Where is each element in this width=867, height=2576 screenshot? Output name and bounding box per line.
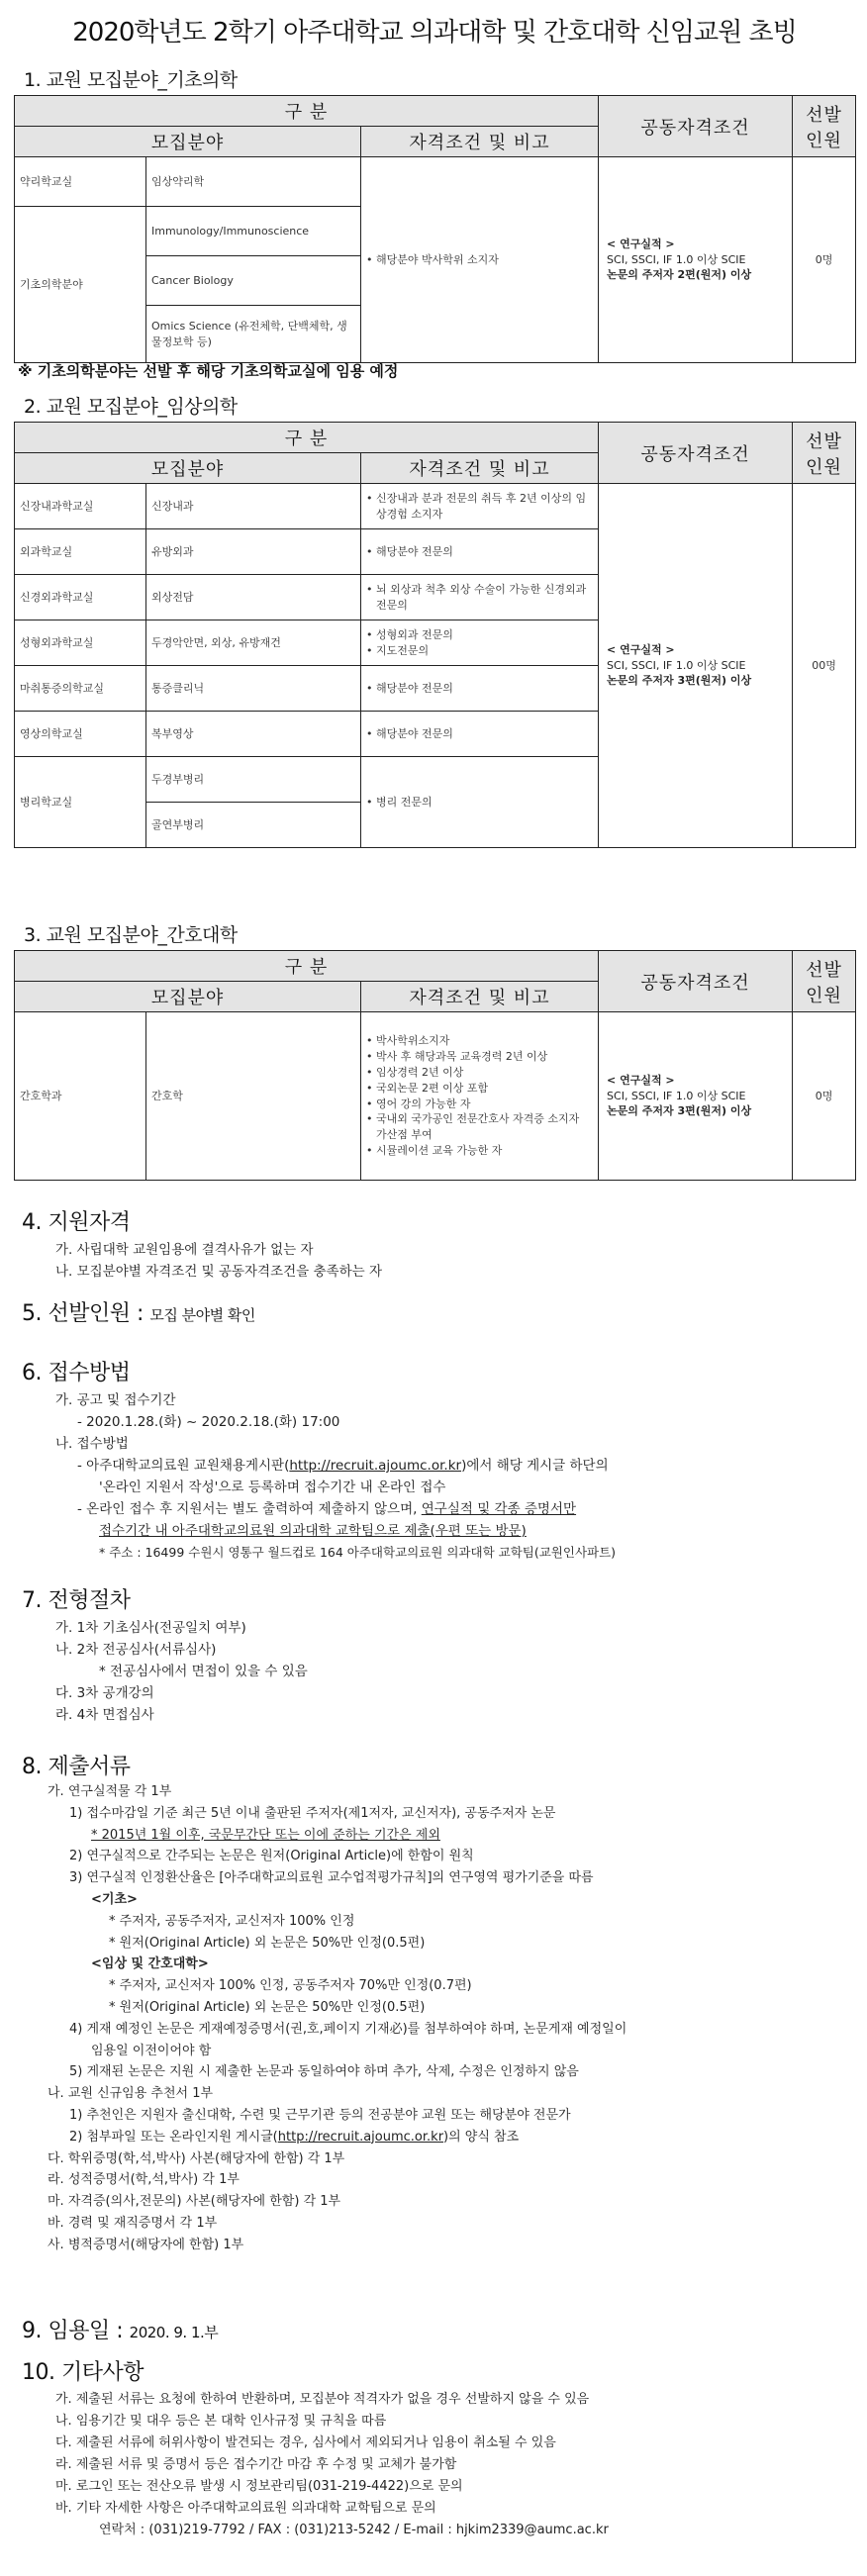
list-item: * 주저자, 교신저자 100% 인정, 공동주저자 70%만 인정(0.7편) xyxy=(109,1978,472,1994)
common-line-bold: 논문의 주저자 2편(원저) 이상 xyxy=(607,268,752,282)
list-item: 다. 3차 공개강의 xyxy=(55,1685,154,1701)
field-cell: 간호학 xyxy=(146,1012,361,1181)
common-line-bold: 논문의 주저자 3편(원저) 이상 xyxy=(607,1104,752,1118)
qual-text: • 임상경력 2년 이상 xyxy=(366,1065,593,1081)
list-item: 가. 제출된 서류는 요청에 한하여 반환하며, 모집분야 적격자가 없을 경우 선발하지 않을 수 있음 xyxy=(55,2392,590,2407)
list-item: 바. 기타 자세한 사항은 아주대학교의료원 의과대학 교학팀으로 문의 xyxy=(55,2501,436,2516)
qual-text: • 해당분야 전문의 xyxy=(366,544,593,560)
dept-cell: 신장내과학교실 xyxy=(15,484,146,529)
th-common: 공동자격조건 xyxy=(599,423,793,484)
dept-cell: 신경외과학교실 xyxy=(15,575,146,620)
text: 2) 첨부파일 또는 온라인지원 게시글( xyxy=(69,2129,278,2145)
list-item: * 주소 : 16499 수원시 영통구 월드컵로 164 아주대학교의료원 의과대학 교학팀(교원인사파트) xyxy=(99,1545,617,1560)
list-item: 가. 공고 및 접수기간 xyxy=(55,1392,176,1408)
qual-cell xyxy=(361,620,599,666)
qual-text: • 해당분야 전문의 xyxy=(366,681,593,697)
field-cell: 두경악안면, 외상, 유방재건 xyxy=(146,620,361,666)
list-item: 가. 연구실적물 각 1부 xyxy=(48,1784,172,1799)
list-item: 라. 4차 면접심사 xyxy=(55,1707,154,1723)
common-line: SCI, SSCI, IF 1.0 이상 SCIE xyxy=(607,252,746,266)
field-cell: Cancer Biology xyxy=(146,256,361,306)
section-4-body xyxy=(55,1239,382,1283)
qual-text: • 박사학위소지자 xyxy=(366,1033,593,1049)
list-item: '온라인 지원서 작성'으로 등록하며 접수기간 내 온라인 접수 xyxy=(99,1479,446,1495)
common-line: SCI, SSCI, IF 1.0 이상 SCIE xyxy=(607,1089,746,1102)
section-1-note: ※ 기초의학분야는 선발 후 해당 기초의학교실에 임용 예정 xyxy=(18,362,399,380)
qual-cell xyxy=(361,666,599,712)
recruit-link[interactable]: http://recruit.ajoumc.or.kr xyxy=(289,1458,462,1474)
list-item: 5) 게재된 논문은 지원 시 제출한 논문과 동일하여야 하며 추가, 삭제, 수정은 인정하지 않음 xyxy=(69,2064,579,2080)
th-group: 구 분 xyxy=(15,96,599,127)
list-item: <임상 및 간호대학> xyxy=(91,1956,209,1972)
dept-cell: 성형외과학교실 xyxy=(15,620,146,666)
list-item: 임용일 이전이어야 함 xyxy=(91,2043,212,2058)
list-item: * 주저자, 공동주저자, 교신저자 100% 인정 xyxy=(109,1913,355,1929)
list-item: * 2015년 1월 이후, 국문무간단 또는 이에 준하는 기간은 제외 xyxy=(91,1827,440,1843)
section-6-heading: 6. 접수방법 xyxy=(22,1361,131,1385)
list-item xyxy=(55,1455,616,1477)
page-title: 2020학년도 2학기 아주대학교 의과대학 및 간호대학 신임교원 초빙 xyxy=(72,18,797,48)
section-1-heading: 1. 교원 모집분야_기초의학 xyxy=(24,69,238,91)
th-field: 모집분야 xyxy=(15,127,361,157)
field-cell: 통증클리닉 xyxy=(146,666,361,712)
section-7-body xyxy=(55,1617,308,1726)
section-3-heading: 3. 교원 모집분야_간호대학 xyxy=(24,924,238,946)
clinical-medicine-table xyxy=(14,422,856,848)
text: - 아주대학교의료원 교원채용게시판( xyxy=(77,1458,290,1474)
recruit-link[interactable]: http://recruit.ajoumc.or.kr xyxy=(277,2129,444,2145)
list-item: 가. 사립대학 교원임용에 결격사유가 없는 자 xyxy=(55,1242,314,1258)
qual-text: • 시뮬레이션 교육 가능한 자 xyxy=(366,1143,593,1159)
dept-cell: 기초의학분야 xyxy=(15,207,146,363)
qual-text: • 병리 전문의 xyxy=(366,795,593,811)
list-item: 3) 연구실적 인정환산율은 [아주대학교의료원 교수업적평가규칙]의 연구영역 평가기준을 따름 xyxy=(69,1870,594,1886)
th-qual: 자격조건 및 비고 xyxy=(361,453,599,484)
section-2-heading: 2. 교원 모집분야_임상의학 xyxy=(24,396,238,418)
section-9-label: 9. 임용일 : xyxy=(22,2319,124,2343)
qual-cell xyxy=(361,757,599,848)
list-item: 나. 모집분야별 자격조건 및 공동자격조건을 충족하는 자 xyxy=(55,1264,382,1280)
list-item: 사. 병적증명서(해당자에 한함) 1부 xyxy=(48,2237,244,2252)
dept-cell: 영상의학교실 xyxy=(15,712,146,757)
field-cell: 두경부병리 xyxy=(146,757,361,803)
list-item: * 전공심사에서 면접이 있을 수 있음 xyxy=(99,1664,308,1679)
section-9-heading xyxy=(22,2314,218,2344)
qual-text: • 신장내과 분과 전문의 취득 후 2년 이상의 임상경험 소지자 xyxy=(366,491,593,523)
qual-cell xyxy=(361,712,599,757)
section-10-body xyxy=(55,2389,609,2541)
list-item xyxy=(48,2127,626,2148)
list-item xyxy=(55,1498,616,1520)
th-field: 모집분야 xyxy=(15,982,361,1012)
th-select: 선발인원 xyxy=(793,951,856,1012)
common-qual-cell xyxy=(599,484,793,848)
qual-text: • 성형외과 전문의 xyxy=(366,627,593,643)
qual-cell xyxy=(361,529,599,575)
section-5-value: 모집 분야별 확인 xyxy=(149,1306,255,1324)
basic-medicine-table xyxy=(14,95,856,363)
qual-text: • 영어 강의 가능한 자 xyxy=(366,1097,593,1112)
list-item: 다. 학위증명(학,석,박사) 사본(해당자에 한함) 각 1부 xyxy=(48,2150,345,2166)
nursing-table xyxy=(14,950,856,1181)
qual-cell xyxy=(361,157,599,363)
text: )의 양식 참조 xyxy=(443,2129,520,2145)
qual-cell xyxy=(361,1012,599,1181)
qual-text: • 해당분야 전문의 xyxy=(366,726,593,742)
list-item: 나. 임용기간 및 대우 등은 본 대학 인사규정 및 규칙을 따름 xyxy=(55,2414,387,2429)
qual-text: • 지도전문의 xyxy=(366,643,593,659)
field-cell: 골연부병리 xyxy=(146,803,361,848)
list-item: 1) 추천인은 지원자 출신대학, 수련 및 근무기관 등의 전공분야 교원 또는 해당분야 전문가 xyxy=(69,2107,571,2123)
th-select: 선발인원 xyxy=(793,96,856,157)
list-item: 라. 제출된 서류 및 증명서 등은 접수기간 마감 후 수정 및 교체가 불가함 xyxy=(55,2457,457,2472)
qual-cell xyxy=(361,484,599,529)
section-7-heading: 7. 전형절차 xyxy=(22,1588,131,1613)
th-common: 공동자격조건 xyxy=(599,96,793,157)
qual-cell xyxy=(361,575,599,620)
qual-text: • 뇌 외상과 척추 외상 수술이 가능한 신경외과 전문의 xyxy=(366,582,593,614)
th-qual: 자격조건 및 비고 xyxy=(361,127,599,157)
dept-cell: 외과학교실 xyxy=(15,529,146,575)
dept-cell: 간호학과 xyxy=(15,1012,146,1181)
list-item: 나. 교원 신규임용 추천서 1부 xyxy=(48,2086,214,2102)
select-count: 00명 xyxy=(793,484,856,848)
common-line-bold: 논문의 주저자 3편(원저) 이상 xyxy=(607,674,752,688)
list-item: 나. 접수방법 xyxy=(55,1436,129,1452)
field-cell: 복부영상 xyxy=(146,712,361,757)
common-title: < 연구실적 > xyxy=(607,237,675,250)
contact-info: 연락처 : (031)219-7792 / FAX : (031)213-5242 / E-mail : hjkim2339@aumc.ac.kr xyxy=(99,2523,609,2537)
field-cell: 외상전담 xyxy=(146,575,361,620)
th-common: 공동자격조건 xyxy=(599,951,793,1012)
th-select: 선발인원 xyxy=(793,423,856,484)
list-item: 라. 성적증명서(학,석,박사) 각 1부 xyxy=(48,2172,240,2188)
select-count: 0명 xyxy=(793,1012,856,1181)
field-cell: 신장내과 xyxy=(146,484,361,529)
list-item: 다. 제출된 서류에 허위사항이 발견되는 경우, 심사에서 제외되거나 임용이 취소될 수 있음 xyxy=(55,2435,556,2450)
common-qual-cell xyxy=(599,157,793,363)
qual-text: • 해당분야 박사학위 소지자 xyxy=(366,252,593,268)
common-qual-cell xyxy=(599,1012,793,1181)
section-5-heading xyxy=(22,1296,255,1327)
dept-cell: 마취통증의학교실 xyxy=(15,666,146,712)
section-4-heading: 4. 지원자격 xyxy=(22,1210,131,1235)
section-10-heading: 10. 기타사항 xyxy=(22,2360,144,2385)
list-item: 마. 자격증(의사,전문의) 사본(해당자에 한함) 각 1부 xyxy=(48,2194,341,2210)
qual-text: • 국외논문 2편 이상 포함 xyxy=(366,1081,593,1097)
list-item: 마. 로그인 또는 전산오류 발생 시 정보관리팀(031-219-4422)으로 문의 xyxy=(55,2479,463,2494)
list-item: 가. 1차 기초심사(전공일치 여부) xyxy=(55,1620,246,1636)
section-8-body xyxy=(48,1781,626,2256)
list-item: * 원저(Original Article) 외 논문은 50%만 인정(0.5편) xyxy=(109,1935,426,1951)
list-item: 나. 2차 전공심사(서류심사) xyxy=(55,1642,217,1658)
text: - 온라인 접수 후 지원서는 별도 출력하여 제출하지 않으며, xyxy=(77,1501,422,1517)
text: )에서 해당 게시글 하단의 xyxy=(461,1458,609,1474)
th-field: 모집분야 xyxy=(15,453,361,484)
section-8-heading: 8. 제출서류 xyxy=(22,1755,131,1779)
field-cell: 임상약리학 xyxy=(146,157,361,207)
dept-cell: 약리학교실 xyxy=(15,157,146,207)
th-group: 구 분 xyxy=(15,951,599,982)
field-cell: Omics Science (유전체학, 단백체학, 생물정보학 등) xyxy=(146,306,361,363)
underlined-text: 연구실적 및 각종 증명서만 xyxy=(421,1501,577,1517)
th-group: 구 분 xyxy=(15,423,599,453)
section-9-value: 2020. 9. 1.부 xyxy=(129,2324,219,2341)
field-cell: Immunology/Immunoscience xyxy=(146,207,361,256)
list-item: 1) 접수마감일 기준 최근 5년 이내 출판된 주저자(제1저자, 교신저자), 공동주저자 논문 xyxy=(69,1805,556,1821)
th-qual: 자격조건 및 비고 xyxy=(361,982,599,1012)
dept-cell: 병리학교실 xyxy=(15,757,146,848)
qual-text: • 박사 후 해당과목 교육경력 2년 이상 xyxy=(366,1049,593,1065)
common-line: SCI, SSCI, IF 1.0 이상 SCIE xyxy=(607,658,746,672)
list-item: 접수기간 내 아주대학교의료원 의과대학 교학팀으로 제출(우편 또는 방문) xyxy=(99,1523,527,1539)
common-title: < 연구실적 > xyxy=(607,1073,675,1087)
list-item: - 2020.1.28.(화) ~ 2020.2.18.(화) 17:00 xyxy=(77,1414,340,1430)
list-item: 4) 게재 예정인 논문은 게재예정증명서(권,호,페이지 기재必)를 첨부하여야 하며, 논문게재 예정일이 xyxy=(69,2021,627,2037)
list-item: 바. 경력 및 재직증명서 각 1부 xyxy=(48,2215,218,2231)
section-5-label: 5. 선발인원 : xyxy=(22,1301,144,1326)
list-item: <기초> xyxy=(91,1891,138,1907)
list-item: * 원저(Original Article) 외 논문은 50%만 인정(0.5편) xyxy=(109,1999,426,2015)
field-cell: 유방외과 xyxy=(146,529,361,575)
select-count: 0명 xyxy=(793,157,856,363)
section-6-body xyxy=(55,1389,616,1564)
list-item: 2) 연구실적으로 간주되는 논문은 원저(Original Article)에 한함이 원칙 xyxy=(69,1849,474,1864)
common-title: < 연구실적 > xyxy=(607,642,675,656)
qual-text: • 국내외 국가공인 전문간호사 자격증 소지자 가산점 부여 xyxy=(366,1111,593,1143)
